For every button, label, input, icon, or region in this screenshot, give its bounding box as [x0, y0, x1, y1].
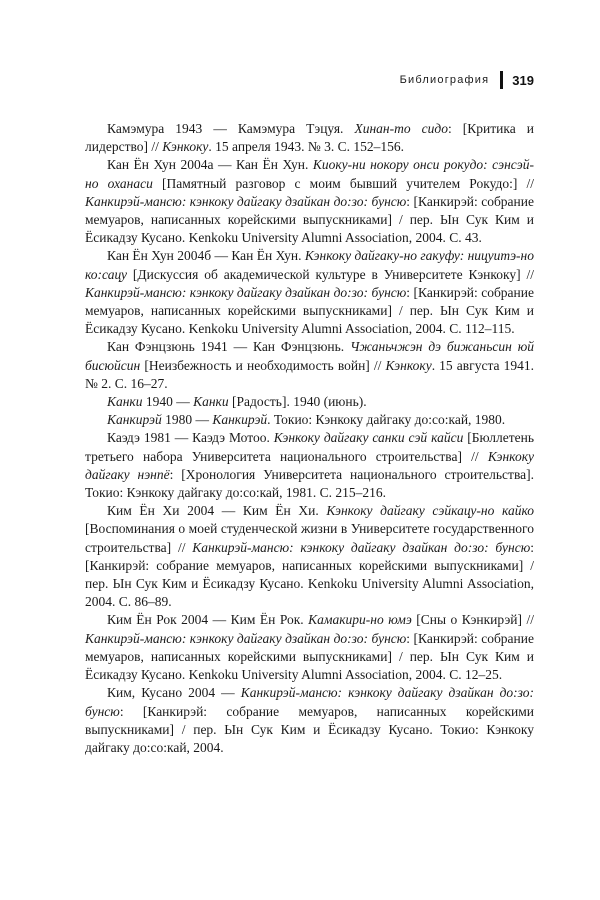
bibliography-entry	[85, 247, 534, 338]
entry-text-segment: Камэмура 1943 — Камэмура Тэцуя.	[107, 121, 355, 136]
entry-text-segment: [Сны о Кэнкирэй] //	[411, 612, 534, 628]
entry-text-segment: : [Канкирэй: собрание мемуаров, написанных корейскими выпускниками] / пер. Ын Сук Ким и Ёсикадзу Кусано. Kenkoku University Alumni Association, 2004. С. 112–115.	[85, 284, 534, 337]
entry-text-segment: Ким Ён Рок 2004 — Ким Ён Рок.	[107, 612, 309, 628]
entry-title-segment: Кэнкоку	[385, 357, 432, 373]
entry-text-segment: [Неизбежность и необходимость войн] //	[140, 357, 386, 373]
entry-text-segment: [Бюллетень третьего набора Университета национального строительства] //	[85, 430, 534, 464]
page-header	[85, 70, 534, 90]
entry-text-segment: . 15 августа 1941. № 2. С. 16–27.	[85, 357, 535, 391]
entry-text-segment: [Воспоминания о моей студенческой жизни в Университете государственного строительства] //	[85, 521, 534, 555]
entry-text-segment: [Радость]. 1940 (июнь).	[228, 394, 367, 410]
entry-title-segment: Кэнкоку	[162, 139, 209, 155]
entry-title-segment: Канкирэй-мансю: кэнкоку дайгаку дзайкан до:зо: бунсю	[192, 539, 531, 555]
entry-title-segment: Кэнкоку дайгаку нэнпё	[85, 448, 534, 482]
entry-title-segment: Канкирэй-мансю: кэнкоку дайгаку дзайкан до:зо: бунсю	[85, 685, 534, 719]
bibliography-entry	[85, 411, 534, 429]
entry-title-segment: Канки	[107, 394, 143, 410]
bibliography-entry	[85, 393, 534, 411]
bibliography-entry	[85, 120, 534, 156]
bibliography-entry	[85, 156, 534, 247]
header-divider-rule	[500, 71, 503, 89]
entry-title-segment: Канкирэй	[107, 412, 162, 428]
entry-title-segment: Кэнкоку дайгаку санки сэй кайси	[273, 430, 464, 446]
page-number: 319	[512, 72, 534, 88]
entry-title-segment: Чжаньчжэн дэ бижаньсин юй бисюйсин	[85, 339, 534, 373]
entry-title-segment: Канки	[193, 394, 229, 410]
entry-text-segment: Кан Фэнцзюнь 1941 — Кан Фэнцзюнь.	[107, 339, 351, 355]
bibliography-entry	[85, 502, 534, 611]
entry-text-segment: . Токио: Кэнкоку дайгаку до:со:кай, 1980.	[267, 412, 506, 428]
entry-title-segment: Канкирэй-мансю: кэнкоку дайгаку дзайкан до:зо: бунсю	[85, 630, 407, 646]
entry-title-segment: Хинан-то сидо	[354, 121, 448, 136]
entry-text-segment: Каэдэ 1981 — Каэдэ Мотоо.	[107, 430, 274, 446]
entry-text-segment: 1940 —	[142, 394, 194, 410]
entry-title-segment: Кэнкоку дайгаку сэйкацу-но кайко	[326, 503, 534, 519]
entry-text-segment: Ким, Кусано 2004 —	[107, 685, 241, 701]
entry-text-segment: : [Хронология Университета национального строительства]. Токио: Кэнкоку дайгаку до:со:кай, 1981. С. 215–216.	[85, 466, 534, 501]
bibliography-list	[85, 120, 534, 757]
entry-text-segment: : [Критика и лидерство] //	[85, 121, 534, 155]
entry-text-segment: [Дискуссия об академической культуре в Университете Кэнкоку] //	[127, 266, 534, 282]
entry-text-segment: . 15 апреля 1943. № 3. С. 152–156.	[208, 139, 405, 155]
bibliography-entry	[85, 611, 534, 684]
entry-text-segment: Кан Ён Хун 2004а — Кан Ён Хун.	[107, 157, 313, 173]
entry-text-segment: 1980 —	[161, 412, 213, 428]
bibliography-entry	[85, 684, 534, 757]
entry-title-segment: Киоку-ни нокору онси рокудо: сэнсэй-но оханаси	[85, 157, 534, 191]
entry-text-segment: : [Канкирэй: собрание мемуаров, написанных корейскими выпускниками] / пер. Ын Сук Ким и Ёсикадзу Кусано. Kenkoku University Alumni Association, 2004. С. 12–25.	[85, 630, 534, 683]
entry-title-segment: Кэнкоку дайгаку-но гакуфу: ницуитэ-но ко:сацу	[85, 248, 534, 282]
entry-text-segment: Ким Ён Хи 2004 — Ким Ён Хи.	[107, 503, 327, 519]
entry-title-segment: Камакири-но юмэ	[308, 612, 412, 628]
running-head-title: Библиография	[399, 74, 490, 86]
entry-text-segment: [Памятный разговор с моим бывший учителем Рокудо:] //	[152, 175, 534, 191]
bibliography-entry	[85, 338, 534, 393]
bibliography-entry	[85, 429, 534, 502]
entry-text-segment: : [Канкирэй: собрание мемуаров, написанных корейскими выпускниками] / пер. Ын Сук Ким и Ёсикадзу Кусано. Токио: Кэнкоку дайгаку до:со:кай, 2004.	[85, 703, 534, 755]
entry-text-segment: : [Канкирэй: собрание мемуаров, написанных корейскими выпускниками] / пер. Ын Сук Ким и Ёсикадзу Кусано. Kenkoku University Alumni Association, 2004. С. 43.	[85, 193, 534, 246]
entry-title-segment: Канкирэй	[212, 412, 268, 428]
entry-text-segment: : [Канкирэй: собрание мемуаров, написанных корейскими выпускниками] / пер. Ын Сук Ким и Ёсикадзу Кусано. Kenkoku University Alumni Association, 2004. С. 86–89.	[85, 539, 534, 610]
entry-text-segment: Кан Ён Хун 2004б — Кан Ён Хун.	[107, 248, 305, 264]
entry-title-segment: Канкирэй-мансю: кэнкоку дайгаку дзайкан до:зо: бунсю	[85, 193, 407, 209]
entry-title-segment: Канкирэй-мансю: кэнкоку дайгаку дзайкан до:зо: бунсю	[85, 284, 407, 300]
